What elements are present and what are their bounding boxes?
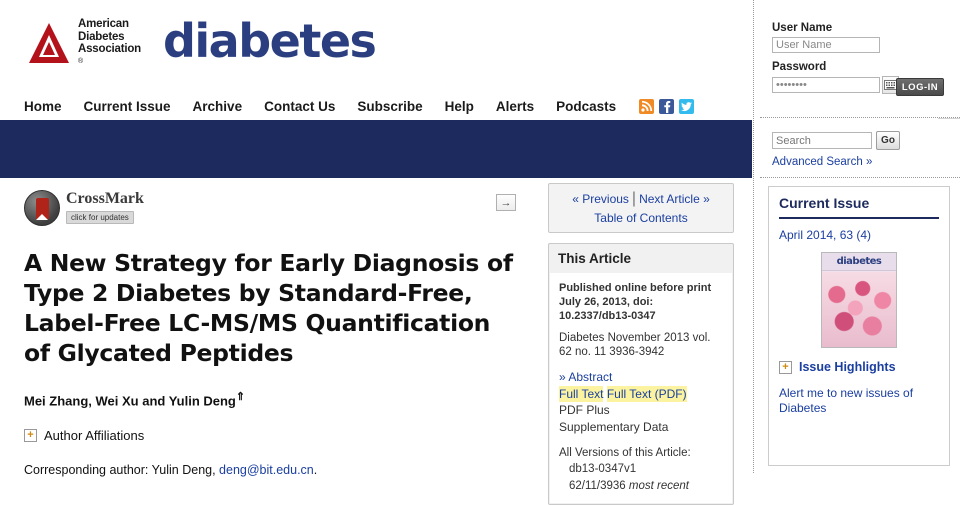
nav-item-alerts[interactable]: Alerts xyxy=(495,98,535,114)
password-input[interactable] xyxy=(772,77,880,93)
nav-item-help[interactable]: Help xyxy=(444,98,474,114)
username-input[interactable] xyxy=(772,37,880,53)
ada-wordmark xyxy=(78,18,141,68)
facebook-icon[interactable] xyxy=(659,99,674,114)
this-article-body xyxy=(550,273,732,503)
rss-icon[interactable] xyxy=(639,99,654,114)
corresponding-email-link[interactable]: deng@bit.edu.cn xyxy=(219,463,314,478)
crossmark-badge[interactable] xyxy=(24,190,520,226)
this-article-heading: This Article xyxy=(558,251,632,266)
navy-band xyxy=(0,120,752,178)
crossmark-label: CrossMark xyxy=(66,190,144,207)
column-divider xyxy=(753,0,754,473)
issue-highlights-expand-icon[interactable]: + xyxy=(779,361,792,374)
issue-alert-block xyxy=(779,386,939,416)
cover-masthead: diabetes xyxy=(822,253,896,271)
ada-line-2: Diabetes xyxy=(78,30,125,43)
article-format-links xyxy=(559,369,723,435)
version-id: 62/11/3936 xyxy=(569,480,626,492)
all-versions-block xyxy=(559,447,723,493)
current-issue-sidebar xyxy=(768,186,950,466)
social-links xyxy=(639,99,694,114)
corresponding-suffix: . xyxy=(313,463,318,478)
article-column xyxy=(0,178,540,478)
site-logo[interactable] xyxy=(28,14,376,68)
cover-artwork xyxy=(822,272,896,347)
author-affiliations-row[interactable] xyxy=(24,428,520,443)
full-text-pdf-link[interactable]: Full Text (PDF) xyxy=(606,386,687,401)
nav-item-subscribe[interactable]: Subscribe xyxy=(357,98,423,114)
article-citation: Diabetes November 2013 vol. 62 no. 11 3936-3942 xyxy=(559,332,711,358)
nav-item-archive[interactable]: Archive xyxy=(192,98,243,114)
crossmark-icon xyxy=(24,190,60,226)
table-of-contents-link[interactable]: Table of Contents xyxy=(594,211,688,225)
crossmark-text xyxy=(66,191,144,225)
version-item[interactable] xyxy=(559,479,723,493)
author-affiliations-label: Author Affiliations xyxy=(44,428,145,444)
issue-cover-image[interactable] xyxy=(821,252,897,348)
username-row xyxy=(772,37,960,53)
search-panel xyxy=(760,119,960,178)
corresponding-author-marker: ⇑ xyxy=(235,391,246,403)
previous-article-link[interactable]: « Previous xyxy=(572,192,629,206)
login-button[interactable]: LOG-IN xyxy=(896,78,944,96)
pager-separator: | xyxy=(631,190,637,207)
twitter-icon[interactable] xyxy=(679,99,694,114)
ada-line-3: Association ® xyxy=(78,43,141,65)
journal-title: diabetes xyxy=(162,14,376,68)
all-versions-label: All Versions of this Article: xyxy=(559,447,691,459)
password-label: Password xyxy=(772,61,827,73)
login-panel xyxy=(760,0,960,118)
search-input[interactable] xyxy=(772,132,872,149)
search-go-button[interactable]: Go xyxy=(876,131,900,150)
username-label: User Name xyxy=(772,22,833,34)
article-pager xyxy=(548,183,734,233)
nav-item-podcasts[interactable]: Podcasts xyxy=(556,98,617,114)
ada-line-1: American xyxy=(78,18,129,30)
issue-highlights-link[interactable]: Issue Highlights xyxy=(799,360,896,374)
published-online-note: Published online before print July 26, 2013, doi: 10.2337/db13-0347 xyxy=(559,282,712,322)
search-row xyxy=(772,131,960,150)
pdf-plus-link[interactable]: PDF Plus xyxy=(559,403,610,417)
issue-highlights-row[interactable] xyxy=(779,360,939,374)
full-text-link[interactable]: Full Text xyxy=(559,386,604,401)
primary-nav xyxy=(24,94,694,118)
supplementary-data-link[interactable]: Supplementary Data xyxy=(559,419,669,434)
article-title: A New Strategy for Early Diagnosis of Type 2 Diabetes by Standard-Free, Label-Free LC-MS/MS Quantification of Glycated Peptides xyxy=(24,249,513,367)
ada-triangle-icon xyxy=(28,21,70,65)
nav-item-current-issue[interactable]: Current Issue xyxy=(83,98,171,114)
abstract-link[interactable]: » Abstract xyxy=(559,370,613,384)
current-issue-link[interactable]: April 2014, 63 (4) xyxy=(779,228,872,242)
version-id: db13-0347v1 xyxy=(569,463,637,475)
version-note: most recent xyxy=(628,480,689,492)
nav-item-contact-us[interactable]: Contact Us xyxy=(264,98,336,114)
this-article-panel xyxy=(548,243,734,505)
corresponding-author-line xyxy=(24,463,520,477)
affiliations-expand-icon[interactable]: + xyxy=(24,429,37,442)
nav-item-home[interactable]: Home xyxy=(24,98,62,114)
crossmark-update-badge: click for updates xyxy=(66,211,134,224)
authors-names: Mei Zhang, Wei Xu and Yulin Deng xyxy=(24,393,236,409)
advanced-search-link[interactable]: Advanced Search » xyxy=(772,156,873,168)
expand-arrow-icon[interactable]: → xyxy=(496,194,516,211)
article-tools-column xyxy=(548,183,734,505)
version-item[interactable] xyxy=(559,462,723,476)
next-article-link[interactable]: Next Article » xyxy=(639,192,710,206)
current-issue-heading: Current Issue xyxy=(779,195,939,219)
alert-me-link[interactable]: Alert me to new issues of Diabetes xyxy=(779,386,914,415)
article-authors xyxy=(24,390,520,408)
corresponding-prefix: Corresponding author: Yulin Deng, xyxy=(24,463,220,478)
